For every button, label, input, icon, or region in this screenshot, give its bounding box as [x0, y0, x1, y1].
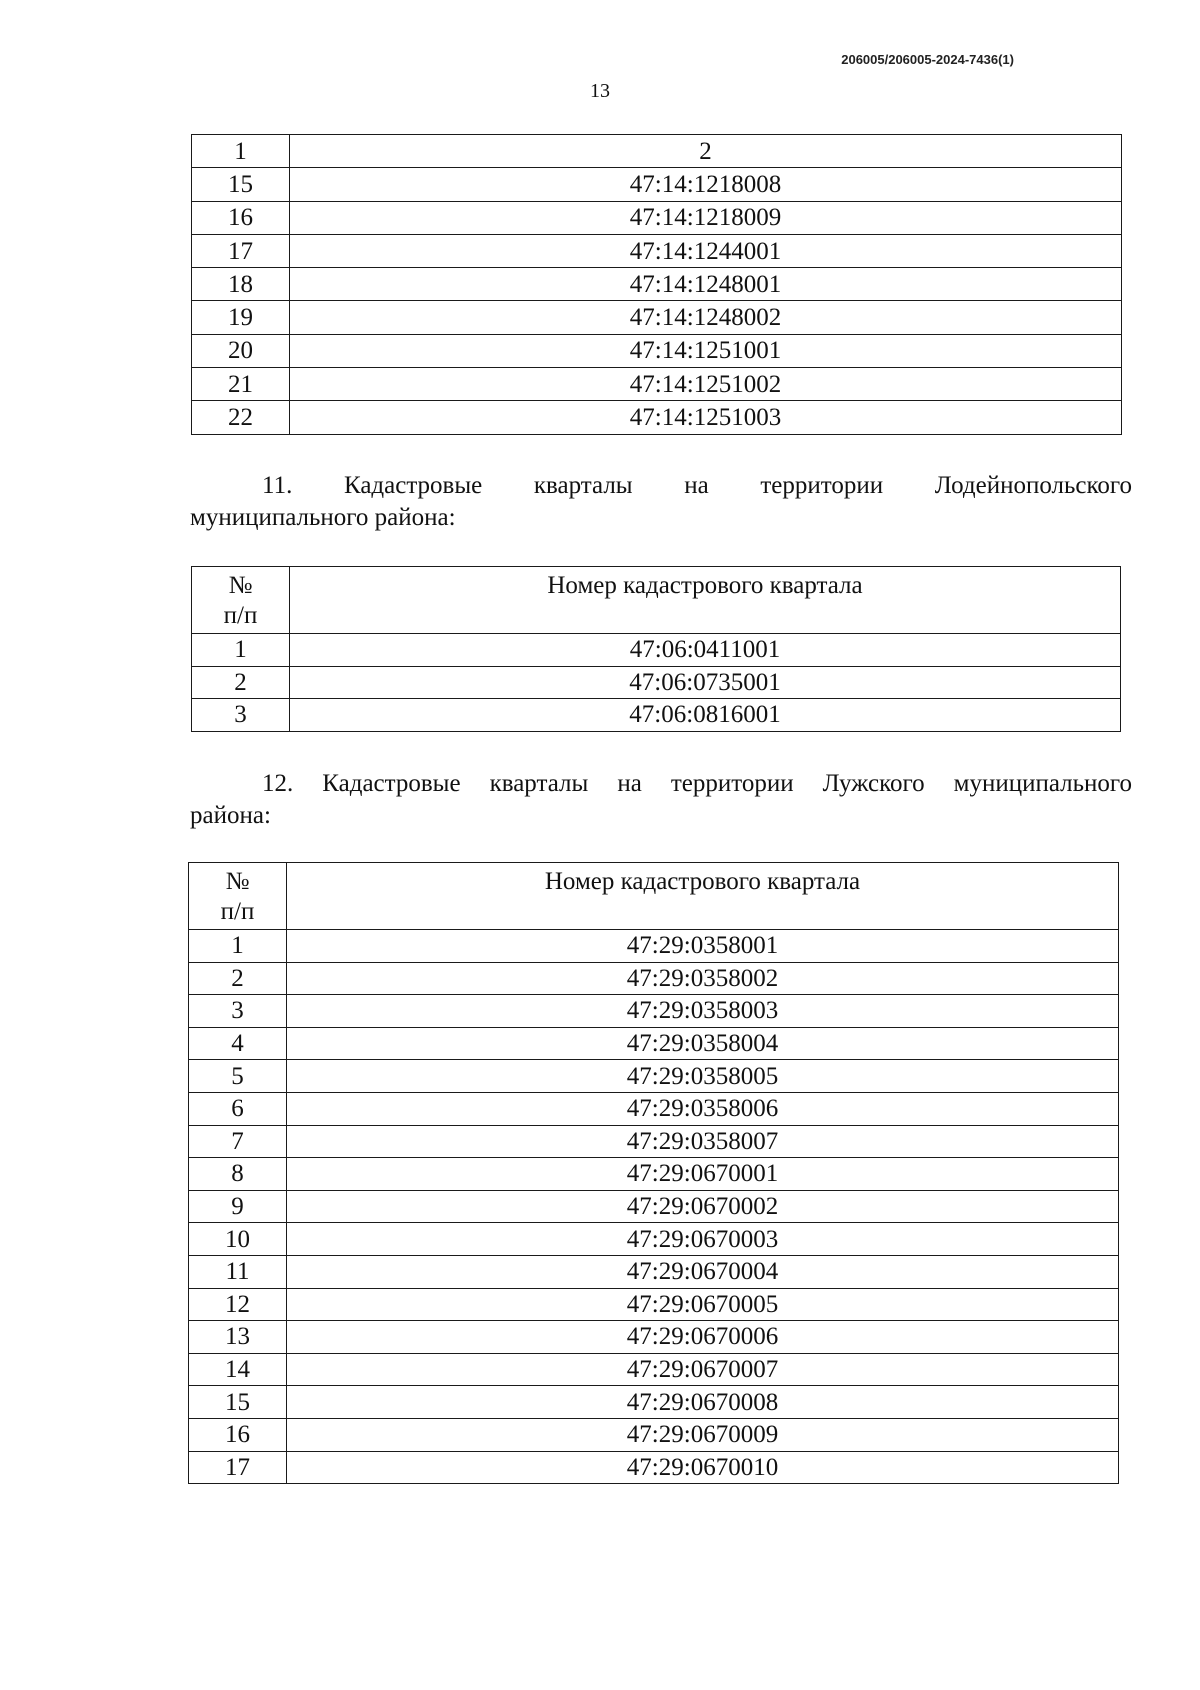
cadastral-quarter-number: 47:06:0816001 [290, 699, 1121, 732]
section-12-word: кварталы [489, 770, 589, 797]
cadastral-quarter-number: 47:29:0670007 [287, 1353, 1119, 1386]
table-row [189, 1223, 1119, 1256]
section-12-number: 12. [262, 770, 294, 797]
table-row [192, 334, 1122, 367]
table-row [189, 1321, 1119, 1354]
header-index-cell [189, 863, 287, 930]
table-row [189, 1060, 1119, 1093]
cadastral-quarter-number: 47:29:0358006 [287, 1092, 1119, 1125]
table-row [189, 1451, 1119, 1484]
table-row [189, 1092, 1119, 1125]
section-12-word: Лужского [822, 770, 925, 797]
header-quarter-number: Номер кадастрового квартала [290, 567, 1121, 634]
table-row [189, 1255, 1119, 1288]
row-index: 22 [192, 401, 290, 434]
section-12-word: Кадастровые [322, 770, 461, 797]
table-row [189, 995, 1119, 1028]
cadastral-quarter-number: 47:29:0358005 [287, 1060, 1119, 1093]
table-row [192, 201, 1122, 234]
cadastral-quarter-number: 47:14:1251001 [290, 334, 1122, 367]
row-index: 7 [189, 1125, 287, 1158]
cadastral-quarter-number: 47:29:0358001 [287, 930, 1119, 963]
cadastral-quarter-number: 47:29:0358003 [287, 995, 1119, 1028]
section-12-word: территории [670, 770, 794, 797]
section-11-word: территории [760, 472, 884, 499]
cadastral-quarter-number: 47:14:1218008 [290, 168, 1122, 201]
table-row [189, 930, 1119, 963]
table-row [189, 1027, 1119, 1060]
section-12-heading [190, 768, 1132, 832]
table-row [192, 234, 1122, 267]
cadastral-quarter-number: 47:29:0358002 [287, 962, 1119, 995]
row-index: 2 [192, 666, 290, 699]
section-11-word: кварталы [533, 472, 633, 499]
cadastral-quarter-number: 47:29:0670005 [287, 1288, 1119, 1321]
cadastral-quarter-number: 47:14:1244001 [290, 234, 1122, 267]
table-row [192, 401, 1122, 434]
table-row [192, 699, 1121, 732]
row-index: 9 [189, 1190, 287, 1223]
row-index: 3 [189, 995, 287, 1028]
row-index: 4 [189, 1027, 287, 1060]
row-index: 10 [189, 1223, 287, 1256]
cadastral-quarter-number: 47:29:0670009 [287, 1418, 1119, 1451]
section-11-word: на [684, 472, 709, 499]
row-index: 12 [189, 1288, 287, 1321]
page-number: 13 [590, 80, 610, 102]
table-row [192, 666, 1121, 699]
cadastral-quarter-number: 47:29:0670004 [287, 1255, 1119, 1288]
row-index: 16 [192, 201, 290, 234]
table-row [189, 1158, 1119, 1191]
column-number-1: 1 [192, 135, 290, 168]
column-number-row [192, 135, 1122, 168]
section-12-word: муниципального [953, 770, 1133, 797]
row-index: 17 [189, 1451, 287, 1484]
section-12-line2: района: [190, 802, 271, 829]
row-index: 2 [189, 962, 287, 995]
lodeynopolsky-cadastral-table [191, 566, 1121, 732]
section-11-heading [190, 470, 1132, 534]
row-index: 13 [189, 1321, 287, 1354]
luzhsky-cadastral-table [188, 862, 1119, 1484]
table-row [192, 268, 1122, 301]
table-row [189, 1288, 1119, 1321]
header-quarter-number: Номер кадастрового квартала [287, 863, 1119, 930]
header-number-sign: № [225, 868, 250, 895]
table-row [189, 1190, 1119, 1223]
cadastral-quarter-number: 47:29:0358007 [287, 1125, 1119, 1158]
table-header-row [192, 567, 1121, 634]
table-row [192, 368, 1122, 401]
row-index: 1 [189, 930, 287, 963]
row-index: 18 [192, 268, 290, 301]
cadastral-quarter-number: 47:29:0670008 [287, 1386, 1119, 1419]
section-11-word: Кадастровые [343, 472, 483, 499]
header-pp: п/п [220, 898, 255, 925]
table-row [192, 634, 1121, 667]
cadastral-quarter-number: 47:29:0670010 [287, 1451, 1119, 1484]
table-row [189, 1386, 1119, 1419]
cadastral-quarter-number: 47:14:1251003 [290, 401, 1122, 434]
row-index: 3 [192, 699, 290, 732]
header-index-cell [192, 567, 290, 634]
header-pp: п/п [223, 602, 258, 629]
cadastral-quarter-number: 47:29:0670006 [287, 1321, 1119, 1354]
cadastral-quarter-number: 47:14:1248001 [290, 268, 1122, 301]
row-index: 8 [189, 1158, 287, 1191]
table-row [192, 168, 1122, 201]
row-index: 6 [189, 1092, 287, 1125]
section-11-line1 [190, 470, 1132, 502]
row-index: 11 [189, 1255, 287, 1288]
row-index: 19 [192, 301, 290, 334]
table-row [189, 1125, 1119, 1158]
row-index: 17 [192, 234, 290, 267]
cadastral-quarter-number: 47:29:0358004 [287, 1027, 1119, 1060]
cadastral-quarter-number: 47:14:1218009 [290, 201, 1122, 234]
column-number-2: 2 [290, 135, 1122, 168]
cadastral-table-continued [191, 134, 1122, 435]
section-12-line1 [190, 768, 1132, 800]
table-row [189, 1418, 1119, 1451]
section-12-word: на [617, 770, 642, 797]
cadastral-quarter-number: 47:29:0670001 [287, 1158, 1119, 1191]
row-index: 20 [192, 334, 290, 367]
cadastral-quarter-number: 47:14:1251002 [290, 368, 1122, 401]
document-id: 206005/206005-2024-7436(1) [841, 52, 1014, 67]
table-row [192, 301, 1122, 334]
row-index: 21 [192, 368, 290, 401]
cadastral-quarter-number: 47:29:0670002 [287, 1190, 1119, 1223]
cadastral-quarter-number: 47:06:0411001 [290, 634, 1121, 667]
row-index: 16 [189, 1418, 287, 1451]
row-index: 15 [189, 1386, 287, 1419]
header-number-sign: № [228, 572, 253, 599]
table-header-row [189, 863, 1119, 930]
cadastral-quarter-number: 47:06:0735001 [290, 666, 1121, 699]
row-index: 14 [189, 1353, 287, 1386]
section-11-number: 11. [262, 472, 293, 499]
cadastral-quarter-number: 47:29:0670003 [287, 1223, 1119, 1256]
cadastral-quarter-number: 47:14:1248002 [290, 301, 1122, 334]
table-row [189, 1353, 1119, 1386]
row-index: 15 [192, 168, 290, 201]
table-row [189, 962, 1119, 995]
section-11-line2: муниципального района: [190, 504, 456, 531]
row-index: 1 [192, 634, 290, 667]
section-11-word: Лодейнопольского [934, 472, 1132, 499]
row-index: 5 [189, 1060, 287, 1093]
